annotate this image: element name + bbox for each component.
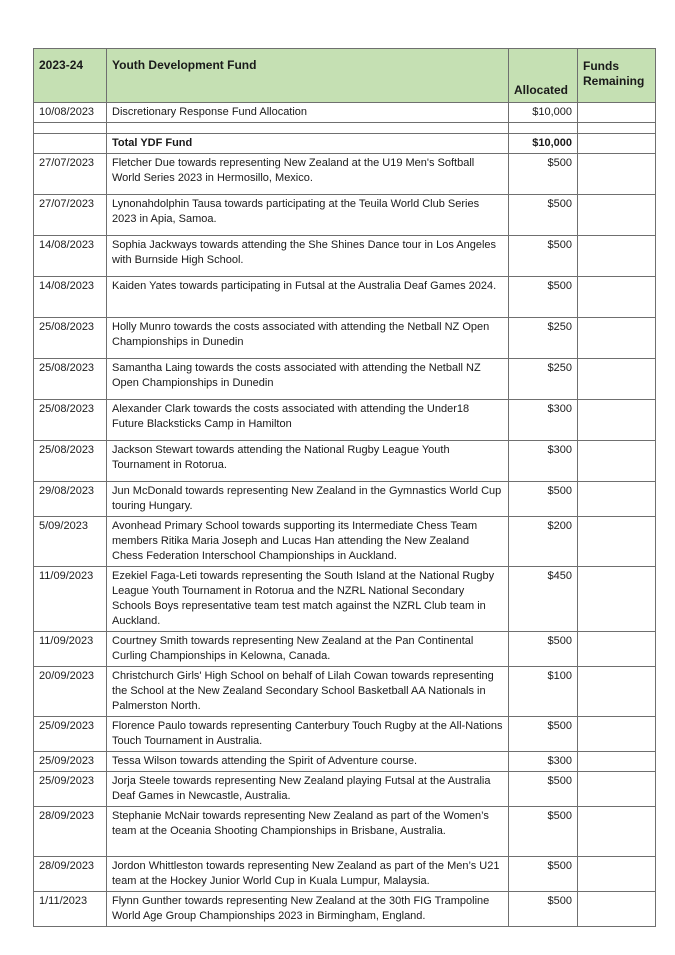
row-amount: $500 [509, 482, 578, 517]
row-description: Flynn Gunther towards representing New Zealand at the 30th FIG Trampoline World Age Group Championships 2023 in Birmingham, England. [107, 892, 509, 927]
row-date: 14/08/2023 [34, 236, 107, 277]
header-remaining-line1: Funds [583, 59, 619, 73]
row-date: 25/08/2023 [34, 400, 107, 441]
row-date: 25/08/2023 [34, 318, 107, 359]
row-amount: $500 [509, 632, 578, 667]
row-remaining [578, 318, 656, 359]
row-amount: $100 [509, 667, 578, 717]
total-label: Total YDF Fund [107, 134, 509, 154]
row-remaining [578, 359, 656, 400]
row-description: Samantha Laing towards the costs associated with attending the Netball NZ Open Championships in Dunedin [107, 359, 509, 400]
row-amount: $500 [509, 892, 578, 927]
row-date: 5/09/2023 [34, 517, 107, 567]
row-remaining [578, 277, 656, 318]
table-row [34, 318, 656, 359]
row-amount: $200 [509, 517, 578, 567]
row-amount: $250 [509, 359, 578, 400]
row-amount: $300 [509, 752, 578, 772]
row-remaining [578, 667, 656, 717]
row-date: 25/08/2023 [34, 441, 107, 482]
row-description: Tessa Wilson towards attending the Spirit of Adventure course. [107, 752, 509, 772]
row-date: 11/09/2023 [34, 567, 107, 632]
row-description: Lynonahdolphin Tausa towards participating at the Teuila World Club Series 2023 in Apia, Samoa. [107, 195, 509, 236]
row-description: Holly Munro towards the costs associated with attending the Netball NZ Open Championships in Dunedin [107, 318, 509, 359]
row-remaining [578, 892, 656, 927]
table-row [34, 857, 656, 892]
allocation-remaining [578, 103, 656, 123]
total-remaining [578, 134, 656, 154]
row-remaining [578, 195, 656, 236]
row-date: 25/09/2023 [34, 717, 107, 752]
spacer-row [34, 123, 656, 134]
row-remaining [578, 772, 656, 807]
allocation-row [34, 103, 656, 123]
header-year: 2023-24 [34, 49, 107, 103]
table-row [34, 807, 656, 857]
row-amount: $300 [509, 441, 578, 482]
row-description: Avonhead Primary School towards supporting its Intermediate Chess Team members Ritika Maria Joseph and Lucas Han attending the New Zealand Chess Federation Interschool Championships in Auckland. [107, 517, 509, 567]
table-row [34, 517, 656, 567]
table-row [34, 359, 656, 400]
row-description: Jackson Stewart towards attending the National Rugby League Youth Tournament in Rotorua. [107, 441, 509, 482]
row-date: 28/09/2023 [34, 807, 107, 857]
row-remaining [578, 154, 656, 195]
table-row [34, 567, 656, 632]
row-description: Ezekiel Faga-Leti towards representing the South Island at the National Rugby League Youth Tournament in Rotorua and the NZRL National Secondary Schools Boys representative team test match against the NZRL Club team in Auckland. [107, 567, 509, 632]
row-amount: $500 [509, 717, 578, 752]
row-description: Kaiden Yates towards participating in Futsal at the Australia Deaf Games 2024. [107, 277, 509, 318]
row-amount: $500 [509, 807, 578, 857]
allocation-description: Discretionary Response Fund Allocation [107, 103, 509, 123]
row-description: Jordon Whittleston towards representing New Zealand as part of the Men’s U21 team at the Hockey Junior World Cup in Kuala Lumpur, Malaysia. [107, 857, 509, 892]
row-description: Jorja Steele towards representing New Zealand playing Futsal at the Australia Deaf Games in Newcastle, Australia. [107, 772, 509, 807]
table-row [34, 236, 656, 277]
row-remaining [578, 482, 656, 517]
row-remaining [578, 236, 656, 277]
row-description: Courtney Smith towards representing New Zealand at the Pan Continental Curling Championships in Kelowna, Canada. [107, 632, 509, 667]
row-date: 11/09/2023 [34, 632, 107, 667]
row-description: Stephanie McNair towards representing New Zealand as part of the Women’s team at the Oceania Shooting Championships in Brisbane, Australia. [107, 807, 509, 857]
row-remaining [578, 752, 656, 772]
row-remaining [578, 567, 656, 632]
row-amount: $500 [509, 772, 578, 807]
row-description: Sophia Jackways towards attending the She Shines Dance tour in Los Angeles with Burnside High School. [107, 236, 509, 277]
total-row [34, 134, 656, 154]
table-row [34, 154, 656, 195]
row-date: 29/08/2023 [34, 482, 107, 517]
row-date: 25/09/2023 [34, 772, 107, 807]
row-date: 20/09/2023 [34, 667, 107, 717]
row-remaining [578, 441, 656, 482]
row-date: 25/08/2023 [34, 359, 107, 400]
header-funds-remaining [578, 49, 656, 103]
row-remaining [578, 400, 656, 441]
header-remaining-line2: Remaining [583, 74, 645, 88]
row-date: 28/09/2023 [34, 857, 107, 892]
row-remaining [578, 517, 656, 567]
row-description: Jun McDonald towards representing New Zealand in the Gymnastics World Cup touring Hungary. [107, 482, 509, 517]
table-row [34, 772, 656, 807]
allocation-amount: $10,000 [509, 103, 578, 123]
row-amount: $250 [509, 318, 578, 359]
row-date: 25/09/2023 [34, 752, 107, 772]
header-row [34, 49, 656, 103]
table-row [34, 441, 656, 482]
allocation-date: 10/08/2023 [34, 103, 107, 123]
table-row [34, 277, 656, 318]
row-amount: $300 [509, 400, 578, 441]
table-row [34, 892, 656, 927]
table-row [34, 667, 656, 717]
table-row [34, 400, 656, 441]
table-row [34, 195, 656, 236]
row-amount: $500 [509, 857, 578, 892]
total-amount: $10,000 [509, 134, 578, 154]
row-date: 14/08/2023 [34, 277, 107, 318]
row-amount: $450 [509, 567, 578, 632]
row-description: Florence Paulo towards representing Canterbury Touch Rugby at the All-Nations Touch Tournament in Australia. [107, 717, 509, 752]
table-row [34, 717, 656, 752]
row-date: 27/07/2023 [34, 154, 107, 195]
row-amount: $500 [509, 236, 578, 277]
row-remaining [578, 632, 656, 667]
row-description: Christchurch Girls' High School on behalf of Lilah Cowan towards representing the School at the New Zealand Secondary School Basketball AA Nationals in Palmerston North. [107, 667, 509, 717]
total-date [34, 134, 107, 154]
table-row [34, 632, 656, 667]
row-remaining [578, 717, 656, 752]
row-remaining [578, 807, 656, 857]
row-amount: $500 [509, 154, 578, 195]
header-allocated: Allocated [509, 49, 578, 103]
header-title: Youth Development Fund [107, 49, 509, 103]
table-row [34, 752, 656, 772]
youth-development-fund-table [33, 48, 656, 927]
row-date: 27/07/2023 [34, 195, 107, 236]
table-row [34, 482, 656, 517]
row-description: Alexander Clark towards the costs associated with attending the Under18 Future Blacksticks Camp in Hamilton [107, 400, 509, 441]
row-description: Fletcher Due towards representing New Zealand at the U19 Men's Softball World Series 2023 in Hermosillo, Mexico. [107, 154, 509, 195]
row-remaining [578, 857, 656, 892]
row-amount: $500 [509, 195, 578, 236]
row-date: 1/11/2023 [34, 892, 107, 927]
row-amount: $500 [509, 277, 578, 318]
